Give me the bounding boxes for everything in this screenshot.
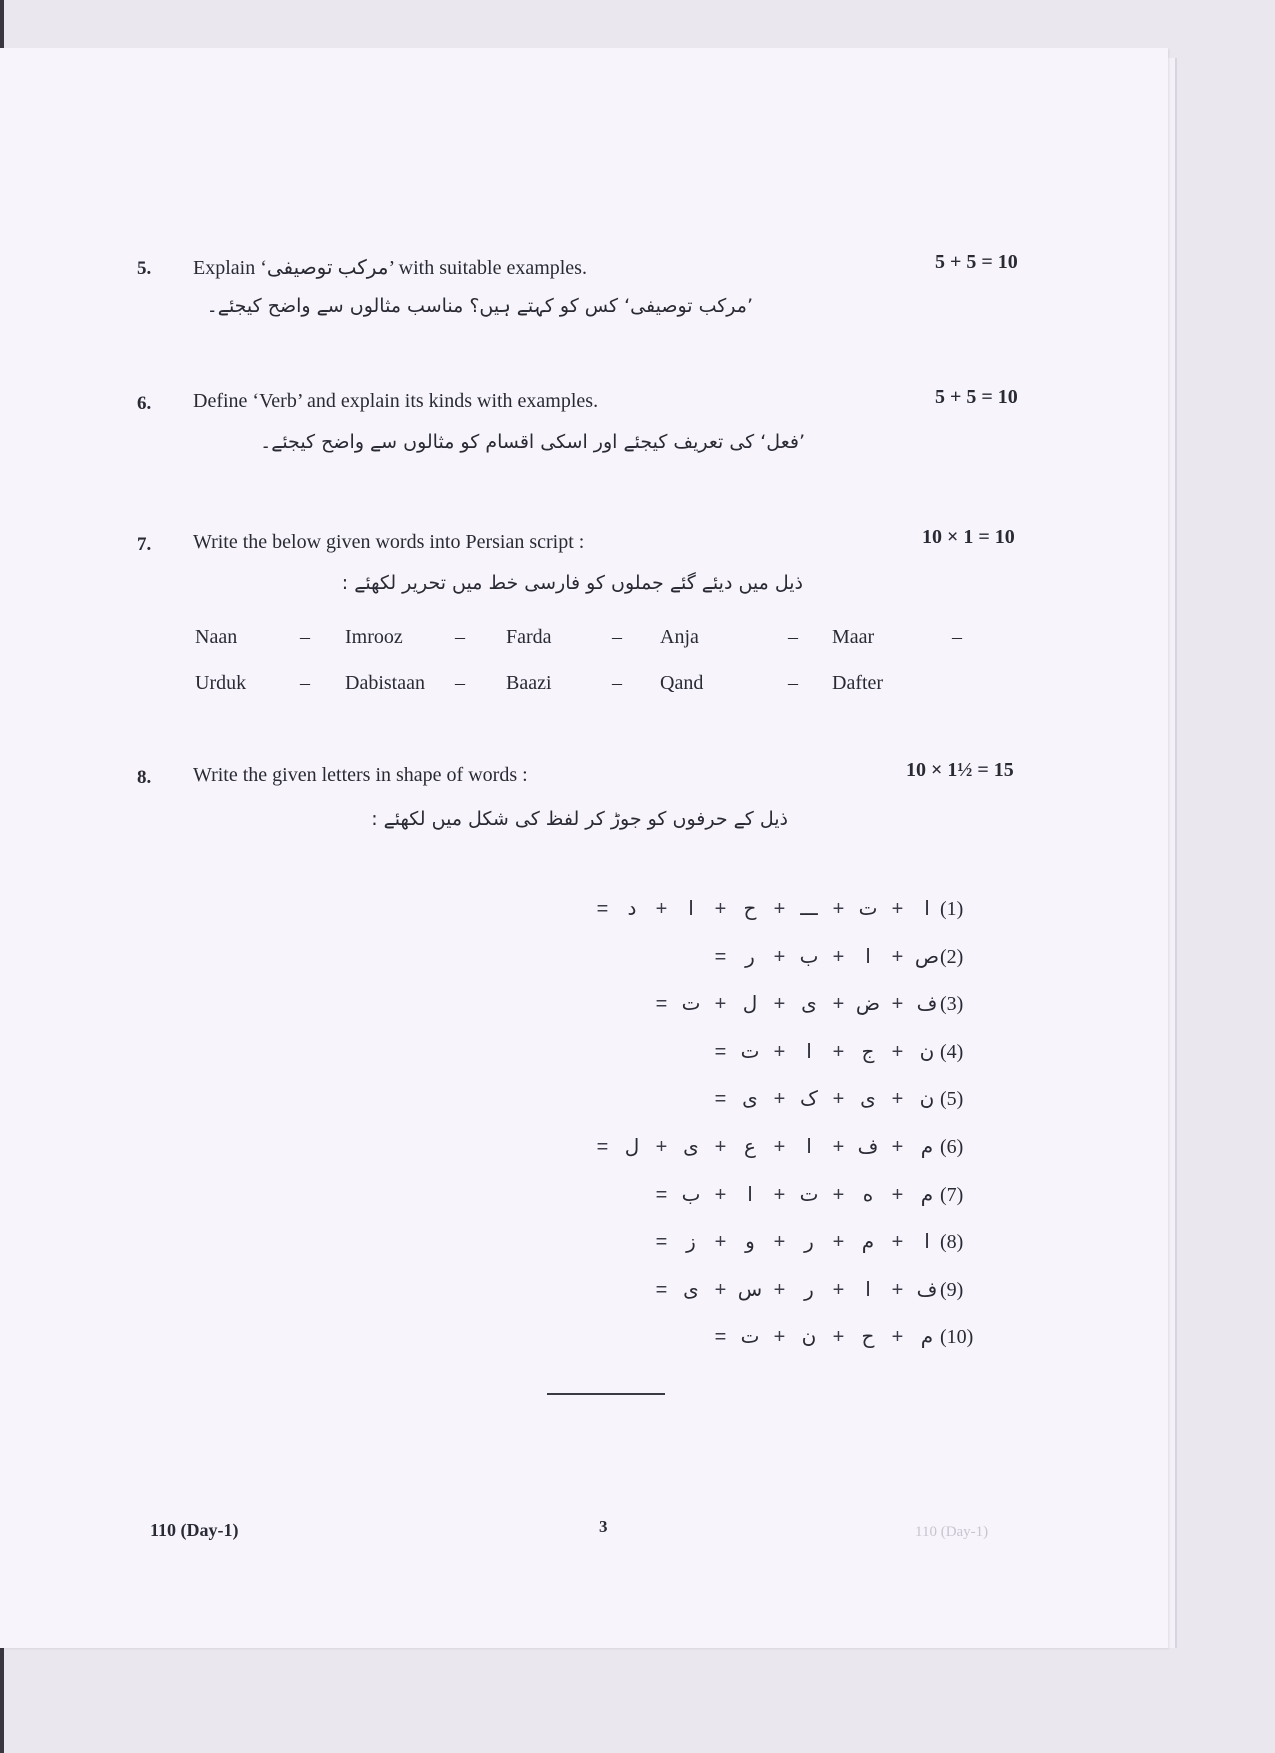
plus-sign: + <box>891 1183 904 1206</box>
plus-sign: + <box>832 1278 845 1301</box>
item-number: (1) <box>940 898 964 920</box>
urdu-letter: ا <box>924 896 930 920</box>
equals-sign: = <box>714 945 727 968</box>
item-number: (8) <box>940 1231 964 1254</box>
paper-code: 110 (Day-1) <box>150 1520 239 1540</box>
urdu-letter: ه <box>862 1181 874 1206</box>
word: Maar <box>832 626 875 648</box>
word: Dabistaan <box>345 672 425 694</box>
equals-sign: = <box>655 1183 668 1206</box>
urdu-letter: م <box>920 1324 934 1349</box>
plus-sign: + <box>714 1183 727 1206</box>
question-8-number: 8. <box>137 767 152 788</box>
plus-sign: + <box>891 1040 904 1063</box>
end-rule <box>547 1393 665 1395</box>
plus-sign: + <box>832 1136 845 1158</box>
separator-dash: – <box>300 672 310 694</box>
question-5-text: Explain ‘مرکب توصیفی’ with suitable examples. <box>193 257 587 279</box>
separator-dash: – <box>455 672 465 694</box>
question-7-number: 7. <box>137 534 152 555</box>
plus-sign: + <box>773 1278 786 1301</box>
separator-dash: – <box>788 672 798 694</box>
question-6-number: 6. <box>137 393 152 414</box>
plus-sign: + <box>773 1326 786 1349</box>
question-5-marks: 5 + 5 = 10 <box>935 251 1018 273</box>
urdu-letter: ت <box>858 896 878 920</box>
plus-sign: + <box>714 1136 727 1158</box>
item-number: (3) <box>940 993 964 1016</box>
equals-sign: = <box>655 1278 668 1301</box>
plus-sign: + <box>773 945 786 968</box>
question-6-marks: 5 + 5 = 10 <box>935 386 1018 408</box>
plus-sign: + <box>655 898 668 920</box>
plus-sign: + <box>832 1040 845 1063</box>
urdu-letter: ی <box>860 1086 876 1111</box>
equals-sign: = <box>596 1136 609 1158</box>
urdu-letter: ک <box>800 1086 818 1111</box>
urdu-letter: ل <box>624 1134 640 1158</box>
plus-sign: + <box>832 993 845 1016</box>
urdu-letter: ی <box>683 1134 699 1158</box>
urdu-letter: ا <box>865 1276 871 1301</box>
equals-sign: = <box>655 1231 668 1254</box>
word: Naan <box>195 626 238 648</box>
equals-sign: = <box>714 1088 727 1111</box>
page-number: 3 <box>599 1517 608 1536</box>
urdu-letter: ب <box>799 943 819 968</box>
plus-sign: + <box>891 993 904 1016</box>
urdu-letter: ب <box>681 1181 701 1206</box>
word: Baazi <box>506 672 552 694</box>
item-number: (4) <box>940 1040 964 1063</box>
plus-sign: + <box>832 1088 845 1111</box>
plus-sign: + <box>773 993 786 1016</box>
question-5-number: 5. <box>137 258 152 279</box>
word-row-1 <box>195 626 975 652</box>
urdu-letter: ل <box>742 991 758 1016</box>
item-number: (10) <box>940 1326 974 1349</box>
plus-sign: + <box>891 1326 904 1349</box>
urdu-letter: ن <box>919 1086 935 1111</box>
urdu-letter: ن <box>801 1324 817 1349</box>
urdu-letter: ا <box>747 1181 753 1206</box>
exam-page <box>0 48 1168 1648</box>
urdu-letter: ح <box>743 896 757 920</box>
plus-sign: + <box>832 1326 845 1349</box>
separator-dash: – <box>612 672 622 694</box>
urdu-letter: ت <box>740 1324 760 1349</box>
letter-row <box>704 1324 1000 1354</box>
urdu-letter: ف <box>857 1134 879 1158</box>
urdu-letter: و <box>745 1229 755 1254</box>
item-number: (5) <box>940 1088 964 1111</box>
urdu-letter: ـــ <box>800 896 818 920</box>
equals-sign: = <box>714 1040 727 1063</box>
urdu-letter: ر <box>804 1229 814 1254</box>
question-8-marks: 10 × 1½ = 15 <box>906 759 1014 781</box>
urdu-letter: م <box>920 1134 934 1158</box>
letter-row <box>586 896 1000 926</box>
urdu-letter: ا <box>806 1134 812 1158</box>
urdu-letter: ص <box>914 943 940 968</box>
letter-row <box>704 944 1000 974</box>
equals-sign: = <box>655 993 668 1016</box>
bleed-through-text: 110 (Day-1) <box>915 1524 989 1540</box>
item-number: (2) <box>940 945 964 968</box>
urdu-letter: ت <box>740 1038 760 1063</box>
plus-sign: + <box>773 898 786 920</box>
letter-row <box>704 1039 1000 1069</box>
plus-sign: + <box>891 1231 904 1254</box>
plus-sign: + <box>832 1231 845 1254</box>
urdu-letter: ا <box>688 896 694 920</box>
urdu-letter: ج <box>861 1038 875 1063</box>
separator-dash: – <box>952 626 962 648</box>
equals-sign: = <box>714 1326 727 1349</box>
plus-sign: + <box>832 1183 845 1206</box>
plus-sign: + <box>714 1231 727 1254</box>
separator-dash: – <box>612 626 622 648</box>
plus-sign: + <box>891 1088 904 1111</box>
urdu-letter: ی <box>683 1276 699 1301</box>
question-8-text: Write the given letters in shape of words : <box>193 764 528 786</box>
plus-sign: + <box>714 1278 727 1301</box>
plus-sign: + <box>773 1088 786 1111</box>
urdu-letter: ن <box>919 1038 935 1063</box>
separator-dash: – <box>788 626 798 648</box>
word: Imrooz <box>345 626 403 648</box>
item-number: (6) <box>940 1136 964 1158</box>
plus-sign: + <box>773 1040 786 1063</box>
letter-row <box>645 991 1000 1021</box>
question-5-urdu: ’مرکب توصیفی‘ کس کو کہتے ہیں؟ مناسب مثالوں سے واضح کیجئے۔ <box>206 295 753 317</box>
word: Qand <box>660 672 704 694</box>
separator-dash: – <box>300 626 310 648</box>
urdu-letter: ا <box>924 1229 930 1254</box>
urdu-letter: ا <box>865 943 871 968</box>
question-7-urdu: ذیل میں دیئے گئے جملوں کو فارسی خط میں تحریر لکھئے : <box>341 572 803 594</box>
question-6-urdu: ’فعل‘ کی تعریف کیجئے اور اسکی اقسام کو مثالوں سے واضح کیجئے۔ <box>260 431 805 453</box>
plus-sign: + <box>773 1231 786 1254</box>
letter-row <box>645 1277 1000 1307</box>
letter-row <box>704 1086 1000 1116</box>
urdu-letter: ض <box>855 991 881 1016</box>
urdu-letter: م <box>920 1181 934 1206</box>
word: Anja <box>660 626 699 648</box>
word: Urduk <box>195 672 247 694</box>
plus-sign: + <box>891 898 904 920</box>
urdu-letter: س <box>737 1276 763 1301</box>
letter-row <box>645 1229 1000 1259</box>
letter-row <box>586 1134 1000 1164</box>
urdu-letter: ت <box>681 991 701 1016</box>
urdu-letter: ف <box>916 991 938 1016</box>
plus-sign: + <box>891 1278 904 1301</box>
plus-sign: + <box>714 898 727 920</box>
urdu-letter: ی <box>801 991 817 1016</box>
word: Dafter <box>832 672 884 694</box>
plus-sign: + <box>773 1183 786 1206</box>
plus-sign: + <box>773 1136 786 1158</box>
letter-row <box>645 1182 1000 1212</box>
word-row-2 <box>195 672 975 698</box>
urdu-letter: ح <box>861 1324 875 1349</box>
word: Farda <box>506 626 552 648</box>
urdu-letter: ر <box>745 943 755 968</box>
plus-sign: + <box>832 945 845 968</box>
plus-sign: + <box>655 1136 668 1158</box>
question-7-text: Write the below given words into Persian script : <box>193 531 585 553</box>
plus-sign: + <box>832 898 845 920</box>
question-7-marks: 10 × 1 = 10 <box>922 526 1015 548</box>
urdu-letter: م <box>861 1229 875 1254</box>
urdu-letter: ت <box>799 1181 819 1206</box>
item-number: (9) <box>940 1278 964 1301</box>
urdu-letter: ف <box>916 1276 938 1301</box>
question-8-urdu: ذیل کے حرفوں کو جوڑ کر لفظ کی شکل میں لکھئے : <box>371 808 788 830</box>
urdu-letter: ع <box>744 1134 756 1158</box>
urdu-letter: د <box>627 896 637 920</box>
urdu-letter: ز <box>686 1229 696 1254</box>
plus-sign: + <box>891 945 904 968</box>
separator-dash: – <box>455 626 465 648</box>
urdu-letter: ر <box>804 1276 814 1301</box>
plus-sign: + <box>891 1136 904 1158</box>
equals-sign: = <box>596 898 609 920</box>
plus-sign: + <box>714 993 727 1016</box>
question-6-text: Define ‘Verb’ and explain its kinds with examples. <box>193 390 599 412</box>
urdu-letter: ی <box>742 1086 758 1111</box>
urdu-letter: ا <box>806 1038 812 1063</box>
item-number: (7) <box>940 1183 964 1206</box>
